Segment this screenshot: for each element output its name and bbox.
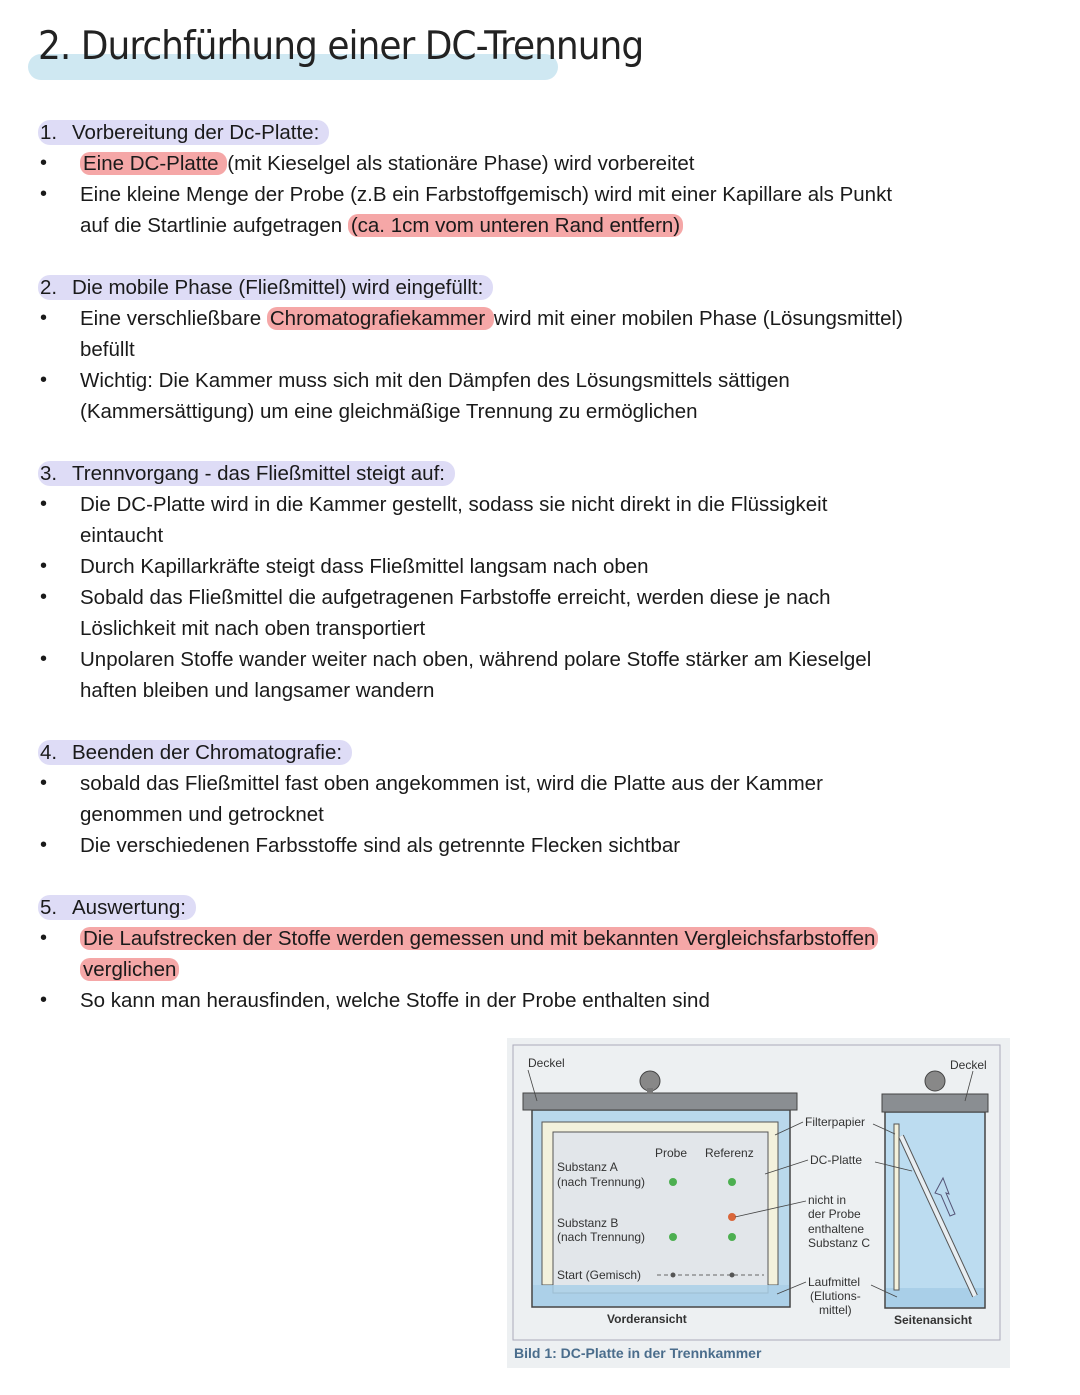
heading-text: Vorbereitung der Dc-Platte:	[38, 120, 329, 145]
section-3	[0, 458, 1080, 706]
bullet-line	[0, 985, 1080, 1016]
text-segment: Unpolaren Stoffe wander weiter nach oben, während polare Stoffe stärker am Kieselgel	[80, 648, 872, 671]
label-filterpapier: Filterpapier	[805, 1115, 866, 1129]
bullet-line	[0, 365, 1080, 396]
section-heading	[0, 272, 1080, 303]
figure-drawing	[507, 1038, 1010, 1368]
label-enthaltene: enthaltene	[808, 1222, 865, 1236]
spot-ref-c	[728, 1213, 736, 1221]
text-segment: auf die Startlinie aufgetragen	[80, 214, 348, 237]
label-deckel-right: Deckel	[950, 1058, 987, 1072]
bullet-icon: •	[40, 772, 48, 794]
section-heading	[0, 892, 1080, 923]
text-segment: sobald das Fließmittel fast oben angekommen ist, wird die Platte aus der Kammer	[80, 772, 823, 795]
section-4	[0, 737, 1080, 861]
spot-ref-a	[728, 1178, 736, 1186]
label-nach-trennung-a: (nach Trennung)	[557, 1175, 646, 1189]
heading-text: Auswertung:	[38, 895, 196, 920]
knob-stem	[647, 1088, 653, 1094]
section-heading	[0, 737, 1080, 768]
bullet-line	[0, 210, 1080, 241]
section-number: 5.	[40, 896, 58, 919]
text-segment: (mit Kieselgel als stationäre Phase) wird vorbereitet	[227, 152, 695, 175]
bullet-icon: •	[40, 989, 48, 1011]
label-der-probe: der Probe	[808, 1207, 861, 1221]
highlighted-text: verglichen	[80, 958, 179, 981]
bullet-line	[0, 675, 1080, 706]
text-segment: befüllt	[80, 338, 135, 361]
text-segment: Die DC-Platte wird in die Kammer gestellt, sodass sie nicht direkt in die Flüssigkeit	[80, 493, 828, 516]
text-segment: So kann man herausfinden, welche Stoffe in der Probe enthalten sind	[80, 989, 710, 1012]
bullet-line	[0, 923, 1080, 954]
bullet-icon: •	[40, 648, 48, 670]
label-deckel-left: Deckel	[528, 1056, 565, 1070]
label-vorderansicht: Vorderansicht	[607, 1312, 687, 1326]
bullet-icon: •	[40, 927, 48, 949]
section-heading	[0, 458, 1080, 489]
lid-side	[882, 1094, 988, 1112]
bullet-line	[0, 613, 1080, 644]
text-segment: Wichtig: Die Kammer muss sich mit den Dämpfen des Lösungsmittels sättigen	[80, 369, 790, 392]
bullet-line	[0, 396, 1080, 427]
bullet-line	[0, 644, 1080, 675]
text-segment: Die verschiedenen Farbsstoffe sind als getrennte Flecken sichtbar	[80, 834, 681, 857]
section-number: 4.	[40, 741, 58, 764]
text-segment: eintaucht	[80, 524, 164, 547]
spot-probe-a	[669, 1178, 677, 1186]
label-dc-platte: DC-Platte	[810, 1153, 863, 1167]
text-segment: Eine verschließbare	[80, 307, 267, 330]
bullet-icon: •	[40, 586, 48, 608]
bullet-line	[0, 830, 1080, 861]
section-1	[0, 117, 1080, 241]
bullet-line	[0, 334, 1080, 365]
figure-chromatography-chamber	[507, 1038, 1010, 1368]
bullet-icon: •	[40, 152, 48, 174]
bullet-line	[0, 489, 1080, 520]
highlighted-text: Eine DC-Platte	[80, 152, 227, 175]
spot-ref-b	[728, 1233, 736, 1241]
section-number: 2.	[40, 276, 58, 299]
text-segment: Löslichkeit mit nach oben transportiert	[80, 617, 426, 640]
label-substanz-a: Substanz A	[557, 1160, 618, 1174]
solvent-front	[533, 1285, 789, 1306]
label-seitenansicht: Seitenansicht	[894, 1313, 973, 1327]
label-substanz-b: Substanz B	[557, 1216, 619, 1230]
bullet-line	[0, 520, 1080, 551]
text-segment: Durch Kapillarkräfte steigt dass Fließmittel langsam nach oben	[80, 555, 649, 578]
bullet-icon: •	[40, 307, 48, 329]
bullet-line	[0, 148, 1080, 179]
section-number: 1.	[40, 121, 58, 144]
text-segment: haften bleiben und langsamer wandern	[80, 679, 435, 702]
heading-text: Beenden der Chromatografie:	[38, 740, 352, 765]
start-dot-probe	[671, 1273, 676, 1278]
filter-paper-side	[894, 1124, 899, 1290]
lid-front	[523, 1093, 797, 1110]
highlighted-text: Die Laufstrecken der Stoffe werden gemessen und mit bekannten Vergleichsfarbstoffen	[80, 927, 878, 950]
bullet-icon: •	[40, 834, 48, 856]
content	[0, 117, 1080, 1047]
figure-caption: Bild 1: DC-Platte in der Trennkammer	[514, 1345, 762, 1361]
label-substanz-c: Substanz C	[808, 1236, 871, 1250]
bullet-icon: •	[40, 183, 48, 205]
label-mittel: mittel)	[819, 1303, 852, 1317]
bullet-icon: •	[40, 493, 48, 515]
highlighted-text: (ca. 1cm vom unteren Rand entfern)	[348, 214, 683, 237]
label-referenz: Referenz	[705, 1146, 754, 1160]
page-title: 2. Durchfürhung einer DC-Trennung	[38, 24, 644, 70]
text-segment: wird mit einer mobilen Phase (Lösungsmittel)	[493, 307, 903, 330]
label-start: Start (Gemisch)	[557, 1268, 642, 1282]
text-segment: genommen und getrocknet	[80, 803, 324, 826]
heading-text: Trennvorgang - das Fließmittel steigt auf:	[38, 461, 455, 486]
spot-probe-b	[669, 1233, 677, 1241]
start-dot-ref	[730, 1273, 735, 1278]
bullet-line	[0, 954, 1080, 985]
label-elutions: (Elutions-	[810, 1289, 861, 1303]
bullet-line	[0, 179, 1080, 210]
label-laufmittel: Laufmittel	[808, 1275, 861, 1289]
knob-side-icon	[925, 1071, 945, 1091]
bullet-icon: •	[40, 555, 48, 577]
text-segment: Sobald das Fließmittel die aufgetragenen Farbstoffe erreicht, werden diese je nach	[80, 586, 831, 609]
heading-text: Die mobile Phase (Fließmittel) wird eingefüllt:	[38, 275, 493, 300]
section-heading	[0, 117, 1080, 148]
section-2	[0, 272, 1080, 427]
bullet-line	[0, 582, 1080, 613]
bullet-icon: •	[40, 369, 48, 391]
label-nach-trennung-b: (nach Trennung)	[557, 1230, 646, 1244]
text-segment: (Kammersättigung) um eine gleichmäßige Trennung zu ermöglichen	[80, 400, 698, 423]
bullet-line	[0, 551, 1080, 582]
section-5	[0, 892, 1080, 1016]
bullet-line	[0, 303, 1080, 334]
label-probe: Probe	[655, 1146, 688, 1160]
solvent-side	[886, 1288, 984, 1307]
section-number: 3.	[40, 462, 58, 485]
bullet-line	[0, 799, 1080, 830]
label-nicht-in: nicht in	[808, 1193, 847, 1207]
highlighted-text: Chromatografiekammer	[267, 307, 494, 330]
title-block	[28, 24, 644, 70]
bullet-line	[0, 768, 1080, 799]
text-segment: Eine kleine Menge der Probe (z.B ein Farbstoffgemisch) wird mit einer Kapillare als Punkt	[80, 183, 893, 206]
